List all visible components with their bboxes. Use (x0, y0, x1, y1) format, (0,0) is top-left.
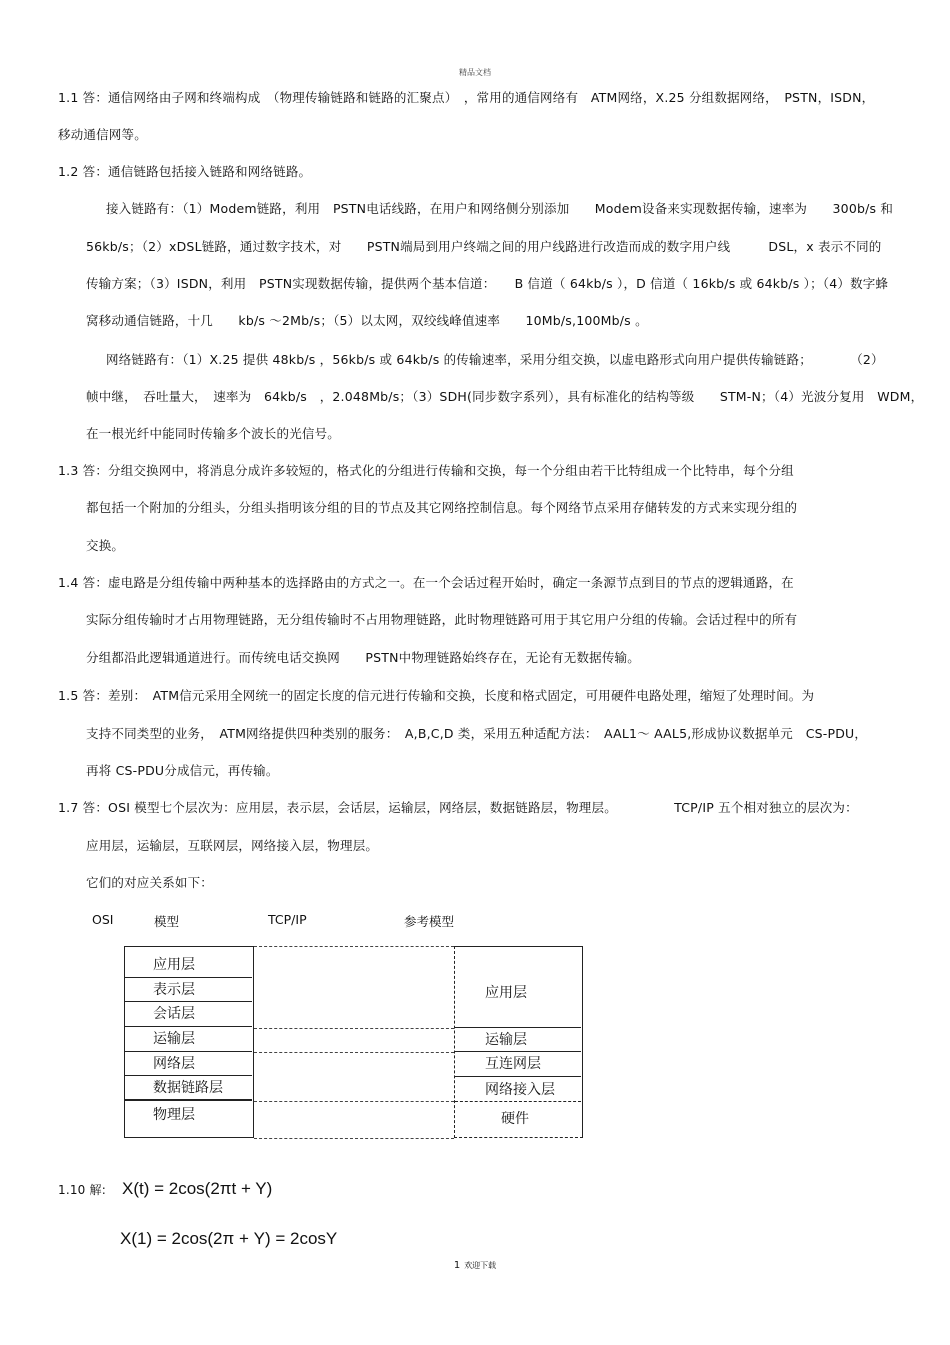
page-number: 1 (453, 1260, 461, 1271)
tcpip-layer-stack (454, 946, 583, 1138)
answer-1-1-line-2: 移动通信网等。 (58, 127, 147, 142)
tcpip-layer-application: 应用层 (485, 985, 527, 1001)
answer-1-2-line-7: 帧中继， 吞吐量大， 速率为 64kb/s ，2.048Mb/s；（3）SDH(同步数字系列），具有标准化的结构等级 STM-N；（4）光波分复用 WDM， (86, 389, 924, 404)
answer-1-3-line-2: 都包括一个附加的分组头，分组头指明该分组的目的节点及其它网络控制信息。每个网络节点采用存储转发的方式来实现分组的 (86, 500, 798, 515)
osi-layer-data-link: 数据链路层 (125, 1076, 252, 1101)
answer-1-4-line-1: 1.4 答：虚电路是分组传输中两种基本的选择路由的方式之一。在一个会话过程开始时，确定一条源节点到目的节点的逻辑通路，在 (58, 575, 794, 590)
answer-1-7-line-3: 它们的对应关系如下： (86, 875, 214, 890)
equation-1: X(t) = 2cos(2πt + Y) (122, 1179, 273, 1198)
answer-1-2-line-4: 传输方案；（3）ISDN，利用 PSTN实现数据传输，提供两个基本信道： B 信道（ 64kb/s ），D 信道（ 16kb/s 或 64kb/s ）；（4）数字蜂 (86, 276, 889, 291)
mapping-line-physical (254, 1101, 454, 1102)
tcpip-reference-model-label: 参考模型 (404, 914, 455, 929)
osi-layer-network: 网络层 (125, 1052, 252, 1076)
equation-2: X(1) = 2cos(2π + Y) = 2cosY (120, 1229, 338, 1248)
tcpip-layer-hardware: 硬件 (501, 1111, 529, 1127)
answer-1-5-line-1: 1.5 答：差别： ATM信元采用全网统一的固定长度的信元进行传输和交换，长度和格式固定，可用硬件电路处理，缩短了处理时间。为 (58, 688, 815, 703)
osi-layer-session: 会话层 (125, 1002, 252, 1027)
osi-model-label: 模型 (154, 914, 180, 929)
osi-layer-physical: 物理层 (153, 1107, 195, 1123)
mapping-line-network (254, 1052, 454, 1053)
page-footer (0, 1260, 950, 1271)
answer-1-1-line-1: 1.1 答：通信网络由子网和终端构成 （物理传输链路和链路的汇聚点） ，常用的通信网络有 ATM网络，X.25 分组数据网络， PSTN，ISDN， (58, 90, 875, 105)
tcpip-label: TCP/IP (268, 912, 307, 927)
answer-1-5-line-3: 再将 CS-PDU分成信元，再传输。 (86, 763, 279, 778)
answer-1-7-line-2: 应用层，运输层，互联网层，网络接入层，物理层。 (86, 838, 379, 853)
answer-1-3-line-1: 1.3 答：分组交换网中，将消息分成许多较短的，格式化的分组进行传输和交换，每一个分组由若干比特组成一个比特串，每个分组 (58, 463, 794, 478)
answer-1-5-line-2: 支持不同类型的业务， ATM网络提供四种类别的服务： A,B,C,D 类，采用五种适配方法： AAL1～ AAL5,形成协议数据单元 CS-PDU， (86, 726, 868, 741)
osi-layer-transport: 运输层 (125, 1027, 252, 1052)
tcpip-layer-transport: 运输层 (455, 1027, 581, 1051)
osi-layer-stack (124, 946, 254, 1138)
answer-1-2-line-1: 1.2 答：通信链路包括接入链路和网络链路。 (58, 164, 312, 179)
footer-text: 欢迎下载 (464, 1261, 497, 1270)
osi-label: OSI (92, 912, 114, 927)
answer-1-2-line-3: 56kb/s；（2）xDSL链路，通过数字技术，对 PSTN端局到用户终端之间的用户线路进行改造而成的数字用户线 DSL，x 表示不同的 (86, 239, 882, 254)
tcpip-layer-internet: 互连网层 (455, 1051, 581, 1076)
mapping-line-transport (254, 1028, 454, 1029)
tcpip-layer-network-access: 网络接入层 (455, 1076, 581, 1102)
osi-layer-presentation: 表示层 (125, 978, 252, 1002)
answer-1-2-line-5: 窝移动通信链路，十几 kb/s ～2Mb/s；（5）以太网，双绞线峰值速率 10Mb/s,100Mb/s 。 (86, 313, 648, 328)
answer-1-3-line-3: 交换。 (86, 538, 125, 553)
answer-1-2-line-6: 网络链路有：（1）X.25 提供 48kb/s ，56kb/s 或 64kb/s 的传输速率，采用分组交换，以虚电路形式向用户提供传输链路； （2） (106, 352, 884, 367)
answer-1-10-label: 1.10 解: (58, 1183, 106, 1197)
mapping-line-top (254, 946, 454, 947)
mapping-line-bottom (254, 1138, 454, 1139)
answer-1-4-line-2: 实际分组传输时才占用物理链路，无分组传输时不占用物理链路，此时物理链路可用于其它用户分组的传输。会话过程中的所有 (86, 612, 798, 627)
answer-1-2-line-2: 接入链路有：（1）Modem链路，利用 PSTN电话线路，在用户和网络侧分别添加 Modem设备来实现数据传输，速率为 300b/s 和 (106, 201, 894, 216)
answer-1-4-line-3: 分组都沿此逻辑通道进行。而传统电话交换网 PSTN中物理链路始终存在，无论有无数据传输。 (86, 650, 640, 665)
osi-layer-application: 应用层 (125, 953, 252, 978)
page-header: 精品文档 (459, 68, 491, 77)
answer-1-2-line-8: 在一根光纤中能同时传输多个波长的光信号。 (86, 426, 341, 441)
answer-1-7-line-1: 1.7 答：OSI 模型七个层次为：应用层，表示层，会话层，运输层，网络层，数据链路层，物理层。 TCP/IP 五个相对独立的层次为： (58, 800, 858, 815)
